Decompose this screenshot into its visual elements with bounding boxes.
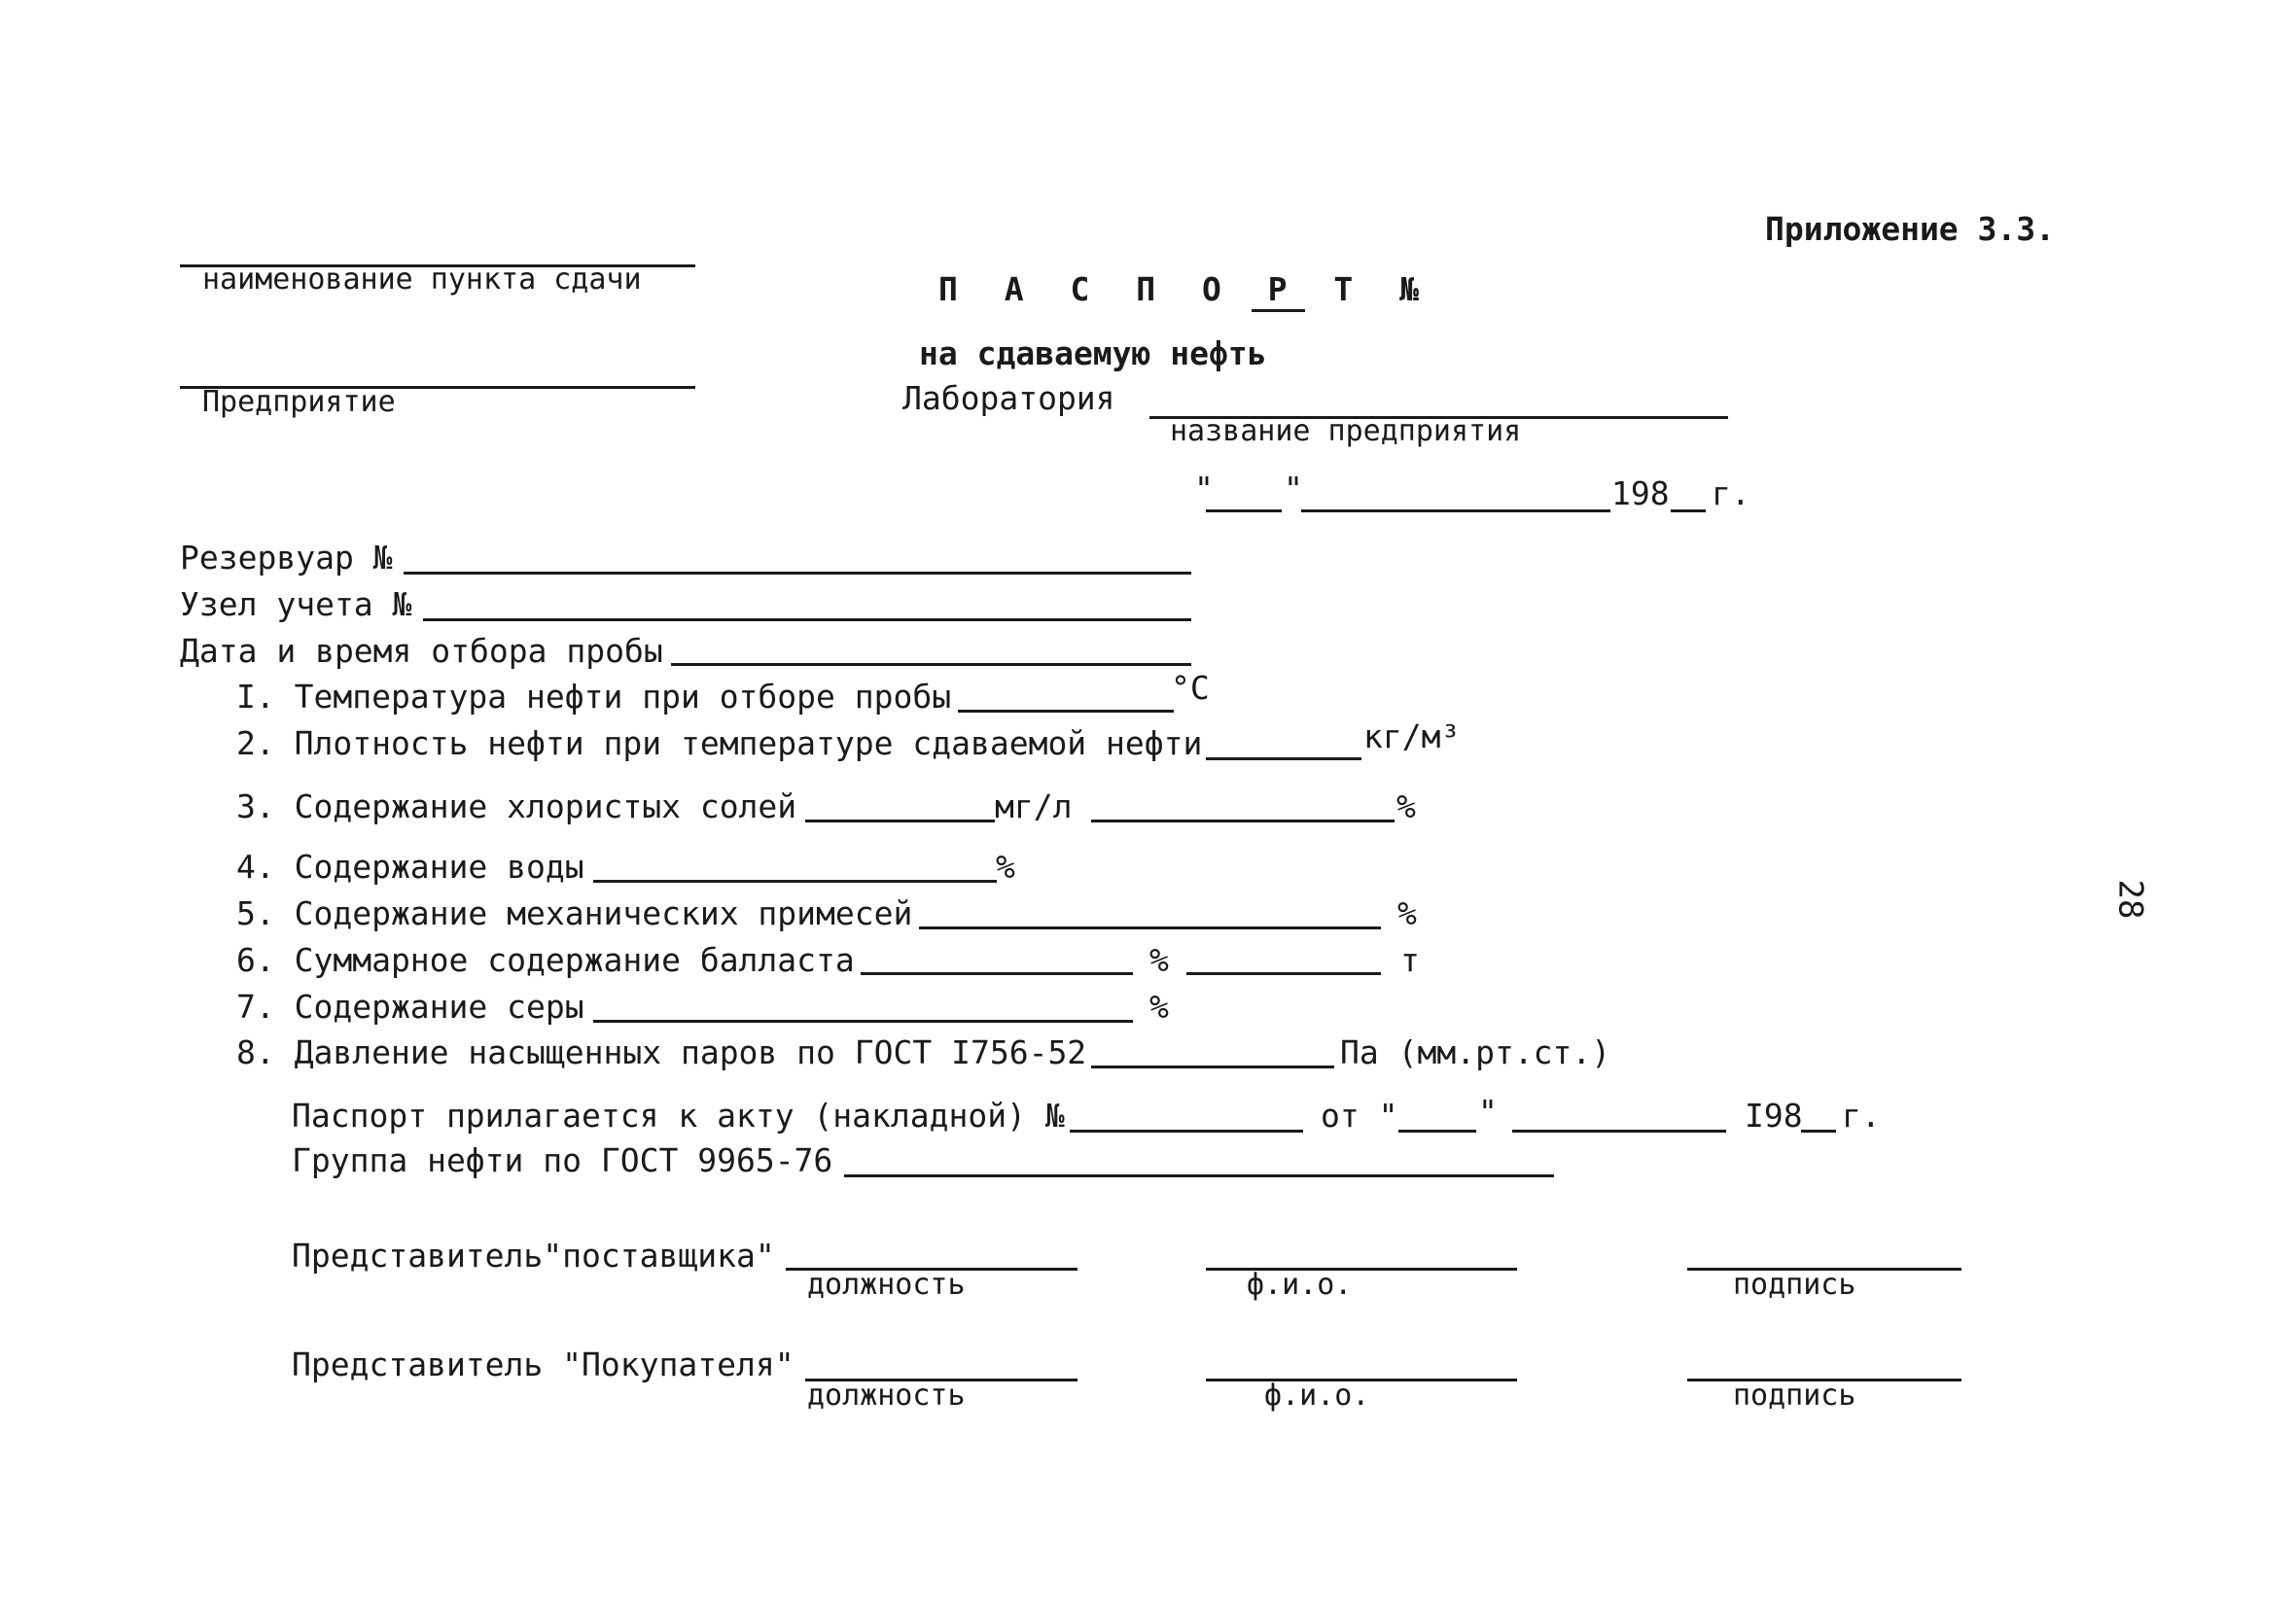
- item-8-line: [1091, 1066, 1334, 1068]
- item-4-line: [593, 880, 997, 883]
- enterprise-caption: Предприятие: [202, 385, 396, 419]
- attachment-year-line: [1801, 1130, 1836, 1133]
- item-3-label: 3. Содержание хлористых солей: [236, 787, 797, 825]
- item-1-unit: °C: [1171, 669, 1210, 707]
- item-8-unit: Па (мм.рт.ст.): [1340, 1033, 1611, 1071]
- item-3-unit-2: %: [1396, 787, 1416, 825]
- supplier-position-caption: должность: [807, 1268, 966, 1302]
- appendix-label: Приложение 3.3.: [1765, 210, 2056, 248]
- item-6-unit-1: %: [1149, 941, 1169, 979]
- item-5-label: 5. Содержание механических примесей: [236, 894, 913, 932]
- oil-group-label: Группа нефти по ГОСТ 9965-76: [292, 1141, 833, 1179]
- date-quote-close: ": [1284, 470, 1303, 507]
- item-4-label: 4. Содержание воды: [236, 848, 584, 886]
- item-7-unit: %: [1149, 988, 1169, 1026]
- enterprise-name-caption: название предприятия: [1170, 414, 1522, 448]
- item-2-label: 2. Плотность нефти при температуре сдаваемой нефти: [236, 724, 1203, 762]
- passport-number-line: [1252, 309, 1305, 312]
- item-3-line-2: [1091, 820, 1395, 822]
- item-1-label: I. Температура нефти при отборе пробы: [236, 678, 952, 716]
- delivery-point-caption: наименование пункта сдачи: [202, 262, 642, 297]
- metering-unit-label: Узел учета №: [180, 585, 412, 623]
- passport-subtitle: на сдаваемую нефть: [919, 334, 1267, 372]
- buyer-signature-caption: подпись: [1733, 1379, 1856, 1413]
- laboratory-label: Лаборатория: [902, 379, 1115, 417]
- attachment-from: от ": [1321, 1097, 1398, 1135]
- date-year-suffix: г.: [1712, 474, 1750, 512]
- attachment-number-line: [1070, 1130, 1303, 1133]
- supplier-name-caption: ф.и.о.: [1247, 1268, 1353, 1302]
- item-3-line-1: [805, 820, 995, 822]
- item-6-label: 6. Суммарное содержание балласта: [236, 941, 855, 979]
- reservoir-line: [404, 572, 1191, 575]
- date-day-line: [1206, 509, 1282, 512]
- date-year-line: [1671, 509, 1706, 512]
- supplier-label: Представитель"поставщика": [292, 1237, 775, 1275]
- item-4-unit: %: [996, 848, 1015, 886]
- item-2-line: [1206, 757, 1361, 760]
- attachment-quote-close: ": [1478, 1093, 1498, 1131]
- date-year: 198: [1611, 474, 1670, 512]
- metering-unit-line: [423, 618, 1191, 621]
- buyer-name-caption: ф.и.о.: [1264, 1379, 1370, 1413]
- item-6-line-1: [861, 972, 1133, 975]
- oil-group-line: [844, 1174, 1554, 1177]
- attachment-year-suffix: г.: [1842, 1097, 1881, 1135]
- item-6-line-2: [1186, 972, 1381, 975]
- sampling-datetime-line: [671, 663, 1191, 666]
- date-month-line: [1301, 509, 1610, 512]
- item-3-unit-1: мг/л: [995, 787, 1073, 825]
- reservoir-label: Резервуар №: [180, 539, 393, 577]
- attachment-label: Паспорт прилагается к акту (накладной) №: [292, 1097, 1065, 1135]
- item-8-label: 8. Давление насыщенных паров по ГОСТ I756-52: [236, 1033, 1087, 1071]
- item-5-unit: %: [1397, 894, 1417, 932]
- supplier-signature-caption: подпись: [1733, 1268, 1856, 1302]
- attachment-month-line: [1512, 1130, 1726, 1133]
- attachment-day-line: [1398, 1130, 1476, 1133]
- item-5-line: [919, 926, 1381, 929]
- attachment-year: I98: [1745, 1097, 1803, 1135]
- item-6-unit-2: т: [1400, 941, 1420, 979]
- item-1-line: [958, 710, 1174, 713]
- item-2-unit: кг/м³: [1363, 717, 1461, 755]
- item-7-line: [593, 1020, 1133, 1023]
- date-quote-open: ": [1194, 470, 1214, 507]
- passport-title: П А С П О Р Т №: [938, 270, 1433, 308]
- page-number: 28: [2110, 879, 2150, 920]
- sampling-datetime-label: Дата и время отбора пробы: [180, 632, 663, 670]
- buyer-label: Представитель "Покупателя": [292, 1346, 795, 1383]
- item-7-label: 7. Содержание серы: [236, 988, 584, 1026]
- buyer-position-caption: должность: [807, 1379, 966, 1413]
